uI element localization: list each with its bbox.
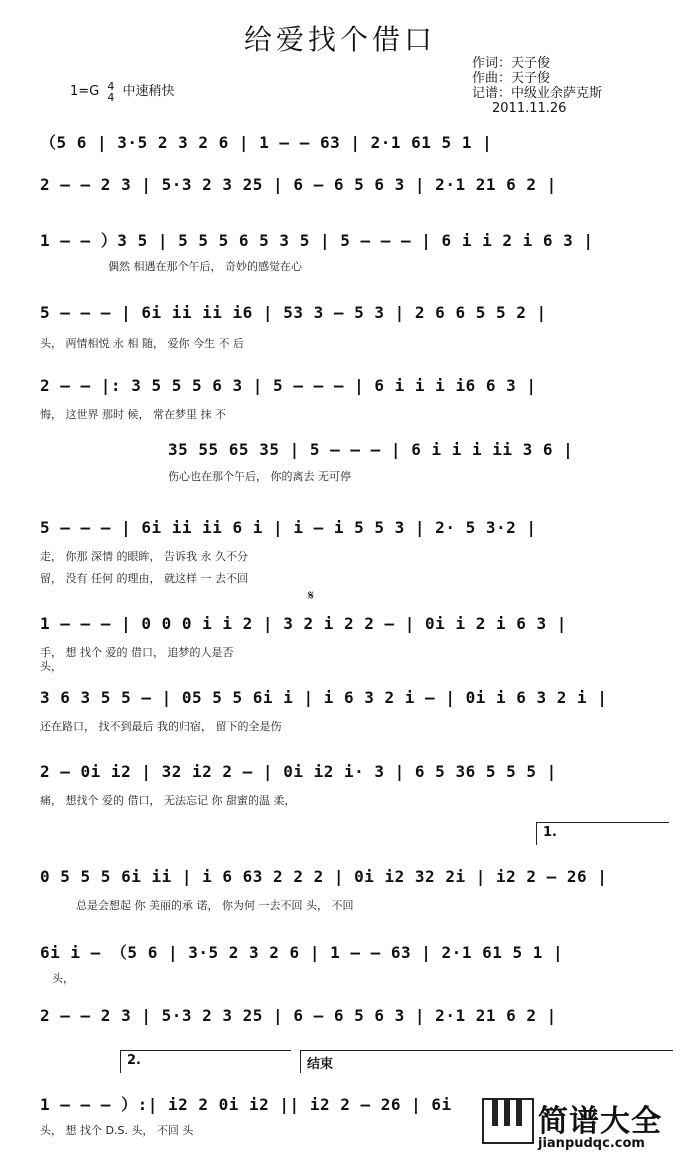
piano-keys-icon <box>482 1098 534 1144</box>
notes: 5 — — — | 6i ii ii i6 | 53 3 — 5 3 | 2 6 6 5 5 2 | <box>40 303 547 322</box>
lyrics-line: 头， 想 找个 D.S. 头， 不回 头 <box>40 1124 194 1137</box>
time-top: 4 <box>107 79 115 93</box>
notes: 1 — — — | 0 0 0 i i 2 | 3 2 i 2 2 — | 0i i 2 i 6 3 | <box>40 614 567 633</box>
site-logo <box>482 1094 692 1158</box>
date: 2011.11.26 <box>492 101 567 116</box>
notes: 2 — 0i i2 | 32 i2 2 — | 0i i2 i· 3 | 6 5 36 5 5 5 | <box>40 762 557 781</box>
volta-second-ending: 2. <box>120 1050 291 1073</box>
lyrics-line-1: 走， 你那 深情 的眼眸， 告诉我 永 久不分 <box>40 550 248 563</box>
notes: 2 — — |: 3 5 5 5 6 3 | 5 — — — | 6 i i i i6 6 3 | <box>40 376 537 395</box>
notes: 3 6 3 5 5 — | 05 5 5 6i i | i 6 3 2 i — | 0i i 6 3 2 i | <box>40 688 608 707</box>
lyrics-line: 悔， 这世界 那时 候， 常在梦里 抹 不 <box>40 408 226 421</box>
transcriber: 记谱：中级业余萨克斯 <box>472 86 603 101</box>
segno-sign: 𝄋 <box>308 588 315 604</box>
tempo-label: 中速稍快 <box>122 84 175 99</box>
notes: 35 55 65 35 | 5 — — — | 6 i i i ii 3 6 | <box>168 440 574 459</box>
notes: 1 — — ）3 5 | 5 5 5 6 5 3 5 | 5 — — — | 6 i i 2 i 6 3 | <box>40 231 594 250</box>
song-title: 给爱找个借口 <box>243 23 436 56</box>
lyrics-line-2: 留， 没有 任何 的理由， 就这样 一 去不回 <box>40 572 248 585</box>
lyrics-line: 头， <box>52 972 74 985</box>
lyrics-line: 偶然 相遇在那个午后， 奇妙的感觉在心 <box>108 260 302 273</box>
notes: 2 — — 2 3 | 5·3 2 3 25 | 6 — 6 5 6 3 | 2·1 21 6 2 | <box>40 1006 557 1025</box>
notes: 6i i — （5 6 | 3·5 2 3 2 6 | 1 — — 63 | 2·1 61 5 1 | <box>40 943 564 962</box>
site-name: 简谱大全 <box>538 1104 662 1139</box>
lyrics-line: 头， 两情相悦 永 相 随， 爱你 今生 不 后 <box>40 337 244 350</box>
time-signature <box>107 81 114 103</box>
lyrics-line: 还在路口， 找不到最后 我的归宿， 留下的全是伤 <box>40 720 282 733</box>
volta-first-ending: 1. <box>536 822 669 845</box>
notes: 0 5 5 5 6i ii | i 6 63 2 2 2 | 0i i2 32 2i | i2 2 — 26 | <box>40 867 608 886</box>
ending-bracket: 结束 <box>300 1050 673 1073</box>
time-bottom: 4 <box>107 90 115 104</box>
lyrics-line: 总是会想起 你 美丽的承 诺， 你为何 一去不回 头， 不回 <box>76 899 354 912</box>
site-url: jianpudqc.com <box>538 1136 645 1151</box>
lyrics-line: 伤心也在那个午后， 你的离去 无可停 <box>168 470 351 483</box>
key-label: 1=G <box>70 84 100 99</box>
lyricist: 作词：天子俊 <box>472 56 551 71</box>
credits <box>472 56 602 116</box>
notes: 1 — — — ）:| i2 2 0i i2 || i2 2 — 26 | 6i <box>40 1095 452 1114</box>
notes: （5 6 | 3·5 2 3 2 6 | 1 — — 63 | 2·1 61 5 1 | <box>40 133 493 152</box>
lyrics-line-1: 手， 想 找个 爱的 借口， 追梦的人是否 <box>40 646 234 659</box>
notes: 5 — — — | 6i ii ii 6 i | i — i 5 5 3 | 2· 5 3·2 | <box>40 518 537 537</box>
lyrics-line: 痛， 想找个 爱的 借口， 无法忘记 你 甜蜜的温 柔， <box>40 794 296 807</box>
notes: 2 — — 2 3 | 5·3 2 3 25 | 6 — 6 5 6 3 | 2·1 21 6 2 | <box>40 175 557 194</box>
composer: 作曲：天子俊 <box>472 71 551 86</box>
lyrics-line-2: 头， <box>40 660 62 673</box>
key-signature <box>70 80 175 103</box>
